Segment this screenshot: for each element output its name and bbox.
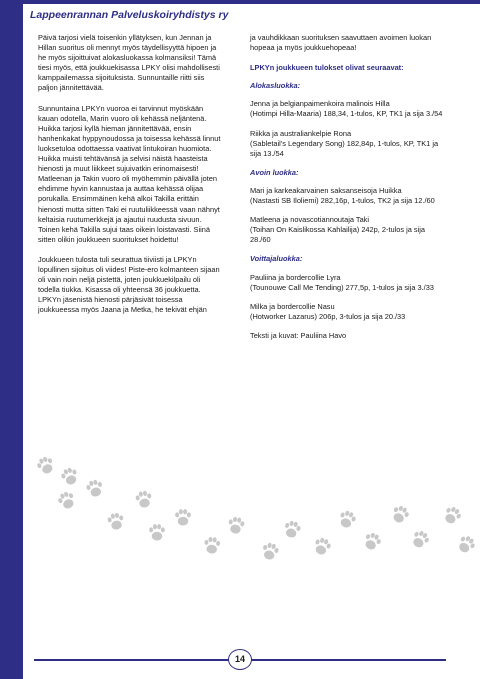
result-handler-dog: Pauliina ja bordercollie Lyra [250,272,341,282]
result-entry [250,129,445,159]
paw-print-icon [337,509,357,530]
paw-print-icon [56,490,77,512]
result-entry [250,302,445,322]
paw-print-icon [85,478,104,498]
left-text-column [38,33,224,325]
top-border [0,0,480,4]
results-heading: LPKYn joukkueen tulokset olivat seuraavat: [250,63,404,73]
page-header-title: Lappeenrannan Palveluskoiryhdistys ry [30,9,229,21]
class-heading-voittaja: Voittajaluokka: [250,254,303,264]
paw-print-icon [35,455,56,477]
paw-print-icon [135,490,153,509]
paw-print-icon [409,528,431,550]
paw-print-icon [441,504,463,526]
credit-line: Teksti ja kuvat: Pauliina Havo [250,330,347,340]
class-heading-alokas: Alokasluokka: [250,81,301,91]
result-score: (Sabletail's Legendary Song) 182,84p, 1-tulos, KP, TK1 ja sija 13./54 [250,138,439,158]
result-entry [250,186,445,206]
result-score: (Tounouwe Call Me Tending) 277,5p, 1-tulos ja sija 3./33 [250,282,434,292]
intro-paragraph: ja vauhdikkaan suorituksen saavuttaen avoimen luokan hopeaa ja myös joukkuehopeaa! [250,33,432,53]
paw-print-icon [455,533,477,556]
paw-print-icon [60,466,80,487]
paw-print-icon [149,524,165,540]
paragraph: Päivä tarjosi vielä toisenkin yllätyksen, kun Jennan ja Hillan suoritus oli mennyt myös täydellisyyttä hipoen ja he myös sijoittuivat alokasluokassa kolmansiksi! Tämä tiesi myös, että joukkuekisassa LPKY olisi mahdollisesti kamppailemassa sijoituksista. Sunnuntaille riitti siis paljon jännitettävää. [38,33,220,93]
paw-print-icon [107,512,125,531]
right-text-column [250,33,445,349]
paw-print-icon [260,541,279,561]
result-entry [250,215,445,245]
paw-print-icon [175,509,191,525]
paw-print-icon [312,536,332,557]
result-score: (Hotimpi Hilla-Maaria) 188,34, 1-tulos, KP, TK1 ja sija 3./54 [250,109,443,119]
paw-print-icon [362,531,383,553]
result-score: (Toihan On Kaislikossa Kahlailija) 242p, 2-tulos ja sija 28./60 [250,225,425,245]
result-entry [250,273,445,293]
class-heading-avoin: Avoin luokka: [250,167,299,177]
result-score: (Nastasti SB Iloliemi) 282,16p, 1-tulos, TK2 ja sija 12./60 [250,196,435,206]
result-entry [250,99,445,119]
result-handler-dog: Mari ja karkeakarvainen saksanseisoja Huikka [250,185,402,195]
page-number: 14 [228,649,252,670]
paw-print-icon [227,516,245,535]
paw-print-icon [203,536,220,554]
result-handler-dog: Matleena ja novascotiannoutaja Taki [250,215,370,225]
result-handler-dog: Milka ja bordercollie Nasu [250,301,335,311]
paw-print-icon [282,519,301,539]
result-score: (Hotworker Lazarus) 206p, 3-tulos ja sija 20./33 [250,311,406,321]
paw-print-icon [390,504,411,526]
result-handler-dog: Riikka ja australiankelpie Rona [250,128,352,138]
paragraph: Sunnuntaina LPKYn vuoroa ei tarvinnut myöskään kauan odotella, Marin vuoro oli kehässä neljäntenä. Huikka tarjosi kyllä hieman jännitettävää, ensin hanhenkakat hyppynoudossa ja toisessa kehässä linnut luoksetuloa odottaessa vaativat lintukoiran huomiota. Huikka muisti tehtävänsä ja selvisi näistä haasteista hienosti ja muut liikkeet sujuivatkin erinomaisesti! Matleenan ja Takin vuoro oli myöhemmin päivällä joten ehdimme hyvin kannustaa ja auttaa kehässä olijaa porukalla. Ensimmäinen kehä alkoi Takilla erittäin hienosti mutta sitten Taki ei ruutuliikkeessä vaan nähnyt keltaisia ruutumerkkejä ja ajautui ruudusta sivuun. Toinen kehä Takilla sujui taas oikein loistavasti. Siinä sitten olikin joukkueen suoritukset hoidettu! [38,103,221,244]
paragraph: Joukkueen tulosta tuli seurattua tiiviisti ja LPKYn lopullinen sijoitus oli viides! Piste-ero kolmanteen sijaan oli vain noin neljä pistettä, joten joukkuekilpailu oli todella tiukka. Kisassa oli yhteensä 36 joukkuetta. LPKYn jäsenistä hienosti pärjäsivät toisessa joukkueessa myös Jaana ja Metka, he tekivät ehjän [38,254,220,315]
result-handler-dog: Jenna ja belgianpaimenkoira malinois Hilla [250,99,390,109]
left-sidebar-bar [0,0,23,679]
